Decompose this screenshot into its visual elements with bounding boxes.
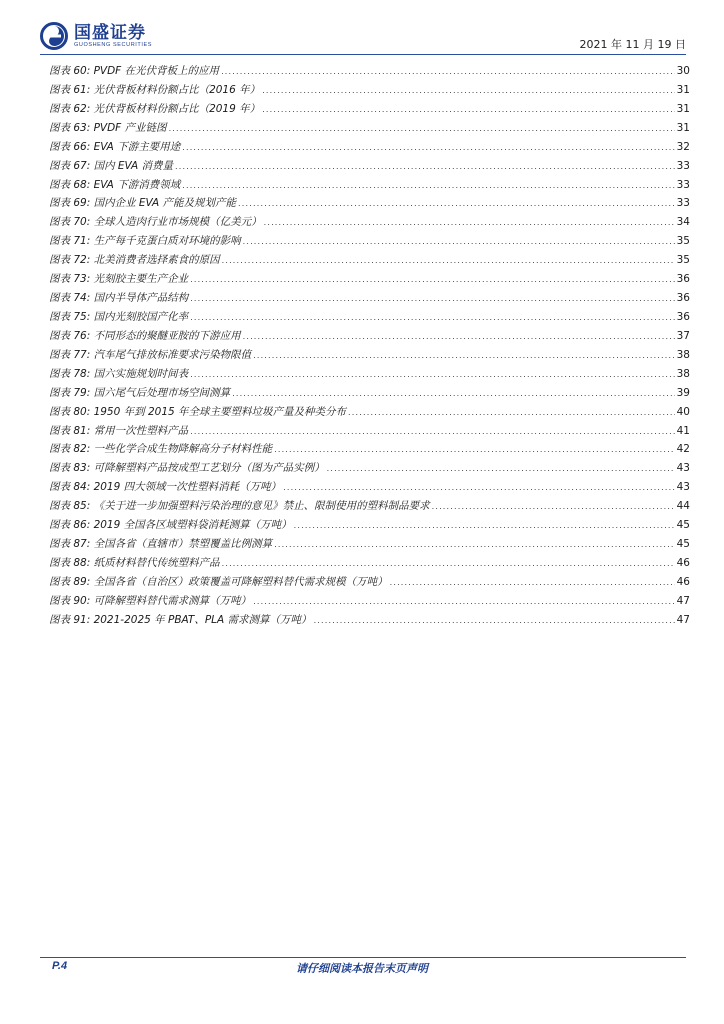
toc-entry-page[interactable]: 32	[676, 140, 690, 153]
header-divider	[40, 54, 686, 55]
toc-entry[interactable]	[49, 289, 690, 308]
toc-entry[interactable]	[49, 384, 690, 403]
toc-entry-title[interactable]: 图表 82: 一些化学合成生物降解高分子材料性能	[49, 443, 273, 456]
toc-entry-page[interactable]: 31	[676, 102, 690, 115]
toc-entry-page[interactable]: 44	[676, 500, 690, 513]
toc-entry-page[interactable]: 47	[676, 613, 690, 626]
toc-leader-dots	[274, 441, 675, 460]
toc-entry-page[interactable]: 38	[676, 348, 690, 361]
brand-name-cn: 国盛证券	[74, 22, 146, 43]
toc-leader-dots	[222, 555, 675, 574]
toc-entry-page[interactable]: 31	[676, 83, 690, 96]
toc-entry-title[interactable]: 图表 71: 生产每千克蛋白质对环境的影响	[49, 235, 241, 248]
toc-entry-page[interactable]: 42	[676, 443, 690, 456]
toc-entry[interactable]	[49, 554, 690, 573]
toc-entry-page[interactable]: 36	[676, 273, 690, 286]
toc-entry-title[interactable]: 图表 66: EVA 下游主要用途	[49, 140, 181, 153]
toc-entry[interactable]	[49, 232, 690, 251]
toc-entry-title[interactable]: 图表 81: 常用一次性塑料产品	[49, 424, 189, 437]
toc-entry[interactable]	[49, 592, 690, 611]
toc-entry-page[interactable]: 37	[676, 329, 690, 342]
toc-entry-title[interactable]: 图表 86: 2019 全国各区域塑料袋消耗测算（万吨）	[49, 519, 292, 532]
toc-entry-title[interactable]: 图表 72: 北美消费者选择素食的原因	[49, 254, 220, 267]
toc-entry[interactable]	[49, 478, 690, 497]
toc-entry[interactable]	[49, 440, 690, 459]
toc-entry-title[interactable]: 图表 75: 国内光刻胶国产化率	[49, 310, 189, 323]
toc-entry[interactable]	[49, 346, 690, 365]
toc-leader-dots	[232, 385, 675, 404]
toc-entry[interactable]	[49, 176, 690, 195]
toc-entry-title[interactable]: 图表 70: 全球人造肉行业市场规模（亿美元）	[49, 216, 262, 229]
guosheng-logo-icon	[40, 22, 68, 50]
toc-entry-title[interactable]: 图表 89: 全国各省（自治区）政策覆盖可降解塑料替代需求规模（万吨）	[49, 575, 388, 588]
toc-entry-page[interactable]: 43	[676, 462, 690, 475]
toc-leader-dots	[238, 195, 675, 214]
brand-name-en: GUOSHENG SECURITIES	[74, 41, 153, 48]
toc-entry[interactable]	[49, 422, 690, 441]
toc-entry-page[interactable]: 30	[676, 65, 690, 77]
toc-leader-dots	[243, 233, 675, 252]
toc-entry-title[interactable]: 图表 79: 国六尾气后处理市场空间测算	[49, 386, 231, 399]
toc-leader-dots	[262, 101, 674, 120]
toc-leader-dots	[283, 479, 674, 498]
toc-entry-title[interactable]: 图表 91: 2021-2025 年 PBAT、PLA 需求测算（万吨）	[49, 613, 312, 626]
toc-entry-page[interactable]: 33	[676, 178, 690, 191]
toc-entry-title[interactable]: 图表 62: 光伏背板材料份额占比（2019 年）	[49, 102, 261, 115]
toc-leader-dots	[222, 252, 675, 271]
toc-entry-page[interactable]: 45	[676, 538, 690, 551]
toc-entry[interactable]	[49, 365, 690, 384]
toc-leader-dots	[432, 498, 675, 517]
toc-entry-page[interactable]: 46	[676, 575, 690, 588]
toc-entry[interactable]	[49, 497, 690, 516]
toc-leader-dots	[314, 612, 675, 631]
toc-leader-dots	[190, 309, 675, 328]
toc-leader-dots	[262, 82, 674, 101]
toc-entry-title[interactable]: 图表 85: 《关于进一步加强塑料污染治理的意见》禁止、限制使用的塑料制品要求	[49, 500, 430, 513]
toc-entry[interactable]	[49, 535, 690, 554]
toc-entry[interactable]	[49, 573, 690, 592]
toc-leader-dots	[253, 593, 675, 612]
toc-entry-page[interactable]: 47	[676, 594, 690, 607]
toc-leader-dots	[190, 366, 675, 385]
toc-entry[interactable]	[49, 119, 690, 138]
page-header	[40, 20, 686, 50]
toc-entry-title[interactable]: 图表 74: 国内半导体产品结构	[49, 292, 189, 305]
toc-entry-title[interactable]: 图表 84: 2019 四大领域一次性塑料消耗（万吨）	[49, 481, 282, 494]
toc-entry-title[interactable]: 图表 88: 纸质材料替代传统塑料产品	[49, 556, 220, 569]
toc-entry[interactable]	[49, 251, 690, 270]
toc-leader-dots	[327, 460, 675, 479]
toc-leader-dots	[182, 139, 674, 158]
toc-leader-dots	[190, 271, 675, 290]
toc-entry-page[interactable]: 41	[676, 424, 690, 437]
toc-entry-title[interactable]: 图表 90: 可降解塑料替代需求测算（万吨）	[49, 594, 252, 607]
brand-logo	[40, 20, 152, 52]
toc-entry[interactable]	[49, 516, 690, 535]
toc-entry-page[interactable]: 46	[676, 556, 690, 569]
toc-entry-title[interactable]: 图表 73: 光刻胶主要生产企业	[49, 273, 189, 286]
toc-entry-title[interactable]: 图表 63: PVDF 产业链图	[49, 121, 167, 134]
toc-entry-title[interactable]: 图表 68: EVA 下游消费领域	[49, 178, 181, 191]
toc-leader-dots	[294, 517, 675, 536]
toc-entry[interactable]	[49, 138, 690, 157]
toc-entry-page[interactable]: 35	[676, 254, 690, 267]
page-number: P.4	[52, 960, 68, 972]
toc-entry[interactable]	[49, 459, 690, 478]
toc-entry-page[interactable]: 38	[676, 367, 690, 380]
toc-leader-dots	[175, 158, 675, 177]
toc-entry-page[interactable]: 45	[676, 519, 690, 532]
toc-leader-dots	[190, 423, 675, 442]
toc-entry[interactable]	[49, 327, 690, 346]
toc-leader-dots	[243, 328, 675, 347]
toc-entry-title[interactable]: 图表 77: 汽车尾气排放标准要求污染物限值	[49, 348, 252, 361]
toc-entry[interactable]	[49, 308, 690, 327]
report-date: 2021 年 11 月 19 日	[579, 38, 686, 51]
toc-entry-page[interactable]: 39	[676, 386, 690, 399]
toc-entry-title[interactable]: 图表 60: PVDF 在光伏背板上的应用	[49, 65, 220, 77]
toc-leader-dots	[190, 290, 675, 309]
toc-entry-title[interactable]: 图表 78: 国六实施规划时间表	[49, 367, 189, 380]
toc-entry-page[interactable]: 33	[676, 159, 690, 172]
table-of-figures	[49, 62, 690, 630]
toc-entry[interactable]	[49, 270, 690, 289]
toc-entry-page[interactable]: 43	[676, 481, 690, 494]
toc-entry[interactable]	[49, 403, 690, 422]
toc-entry-title[interactable]: 图表 76: 不同形态的聚醚亚胺的下游应用	[49, 329, 241, 342]
toc-leader-dots	[169, 120, 675, 139]
toc-entry[interactable]	[49, 100, 690, 119]
footer-divider	[40, 957, 686, 958]
toc-entry-title[interactable]: 图表 87: 全国各省（直辖市）禁塑覆盖比例测算	[49, 538, 273, 551]
toc-entry-title[interactable]: 图表 69: 国内企业 EVA 产能及规划产能	[49, 197, 237, 210]
toc-leader-dots	[348, 404, 675, 423]
toc-leader-dots	[390, 574, 675, 593]
toc-entry-title[interactable]: 图表 61: 光伏背板材料份额占比（2016 年）	[49, 83, 261, 96]
toc-entry-page[interactable]: 40	[676, 405, 690, 418]
toc-entry[interactable]	[49, 213, 690, 232]
toc-entry[interactable]	[49, 611, 690, 630]
toc-entry-page[interactable]: 33	[676, 197, 690, 210]
toc-entry[interactable]	[49, 62, 690, 81]
toc-entry[interactable]	[49, 81, 690, 100]
disclaimer-note: 请仔细阅读本报告末页声明	[296, 962, 428, 975]
toc-leader-dots	[274, 536, 675, 555]
toc-leader-dots	[182, 177, 674, 196]
toc-entry-title[interactable]: 图表 80: 1950 年到 2015 年全球主要塑料垃圾产量及种类分布	[49, 405, 347, 418]
toc-entry-page[interactable]: 36	[676, 292, 690, 305]
toc-entry-page[interactable]: 34	[676, 216, 690, 229]
toc-leader-dots	[253, 347, 675, 366]
toc-entry-page[interactable]: 31	[676, 121, 690, 134]
toc-leader-dots	[221, 63, 675, 82]
toc-entry[interactable]	[49, 157, 690, 176]
toc-entry-page[interactable]: 35	[676, 235, 690, 248]
toc-entry[interactable]	[49, 194, 690, 213]
toc-entry-page[interactable]: 36	[676, 310, 690, 323]
toc-leader-dots	[264, 214, 675, 233]
toc-entry-title[interactable]: 图表 83: 可降解塑料产品按成型工艺划分（图为产品实例）	[49, 462, 325, 475]
toc-entry-title[interactable]: 图表 67: 国内 EVA 消费量	[49, 159, 174, 172]
